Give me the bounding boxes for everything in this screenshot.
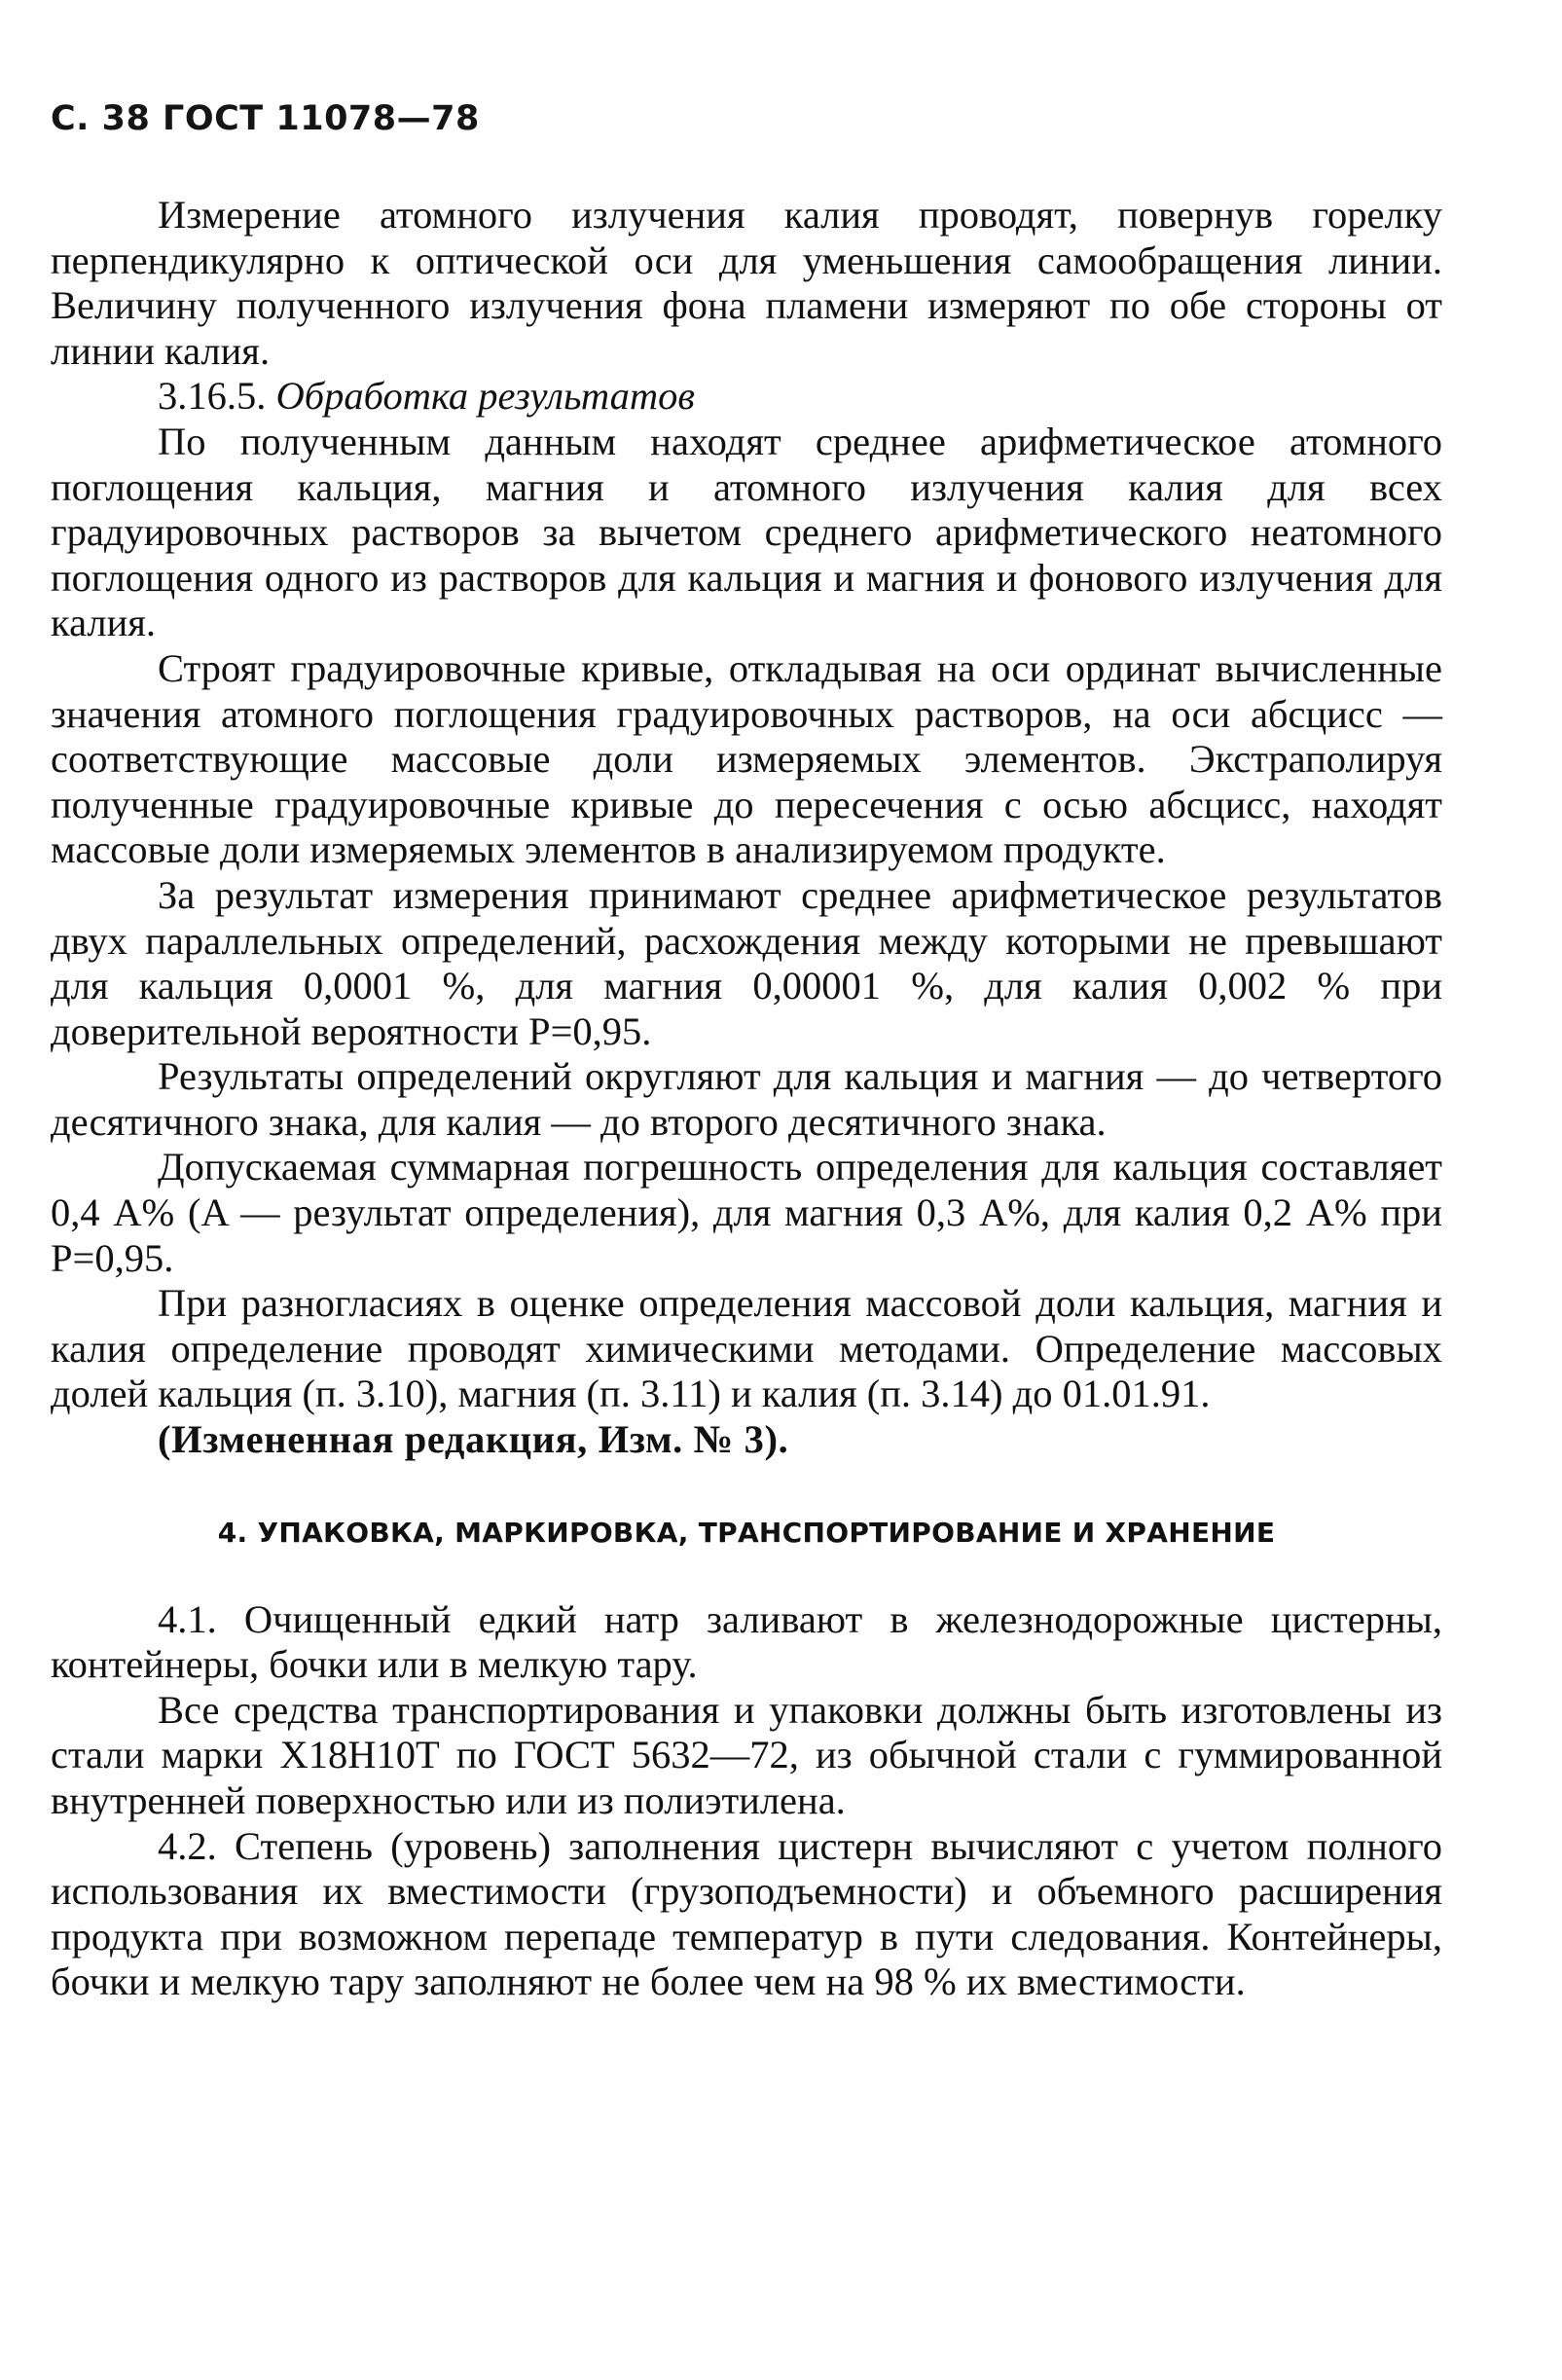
paragraph-error-tolerance: Допускаемая суммарная погрешность определения для кальция составляет 0,4 A% (A — результат определения), для магния 0,3 A%, для калия 0,2 A% при P=0,95.: [51, 1145, 1442, 1280]
paragraph-transport-materials: Все средства транспортирования и упаковки должны быть изготовлены из стали марки Х18Н10Т по ГОСТ 5632—72, из обычной стали с гуммированной внутренней поверхностью или из полиэтилена.: [51, 1687, 1442, 1822]
paragraph-averaging: По полученным данным находят среднее арифметическое атомного поглощения кальция, магния и атомного излучения калия для всех градуировочных растворов за вычетом среднего арифметического неатомного поглощения одного из растворов для кальция и магния и фонового излучения для калия.: [51, 419, 1442, 645]
section-4-heading: 4. УПАКОВКА, МАРКИРОВКА, ТРАНСПОРТИРОВАНИЕ И ХРАНЕНИЕ: [217, 1516, 1276, 1549]
paragraph-4-1: 4.1. Очищенный едкий натр заливают в железнодорожные цистерны, контейнеры, бочки или в мелкую тару.: [51, 1596, 1442, 1687]
subsection-heading-3-16-5: [51, 374, 1442, 420]
body-text: [51, 193, 1442, 2005]
paragraph-rounding: Результаты определений округляют для кальция и магния — до четвертого десятичного знака, для калия — до второго десятичного знака.: [51, 1054, 1442, 1144]
paragraph-disagreements: При разногласиях в оценке определения массовой доли кальция, магния и калия определение проводят химическими методами. Определение массовых долей кальция (п. 3.10), магния (п. 3.11) и калия (п. 3.14) до 01.01.91.: [51, 1281, 1442, 1416]
paragraph-measurement-result: За результат измерения принимают среднее арифметическое результатов двух параллельных определений, расхождения между которыми не превышают для кальция 0,0001 %, для магния 0,00001 %, для калия 0,002 % при доверительной вероятности P=0,95.: [51, 872, 1442, 1053]
paragraph-potassium-emission: Измерение атомного излучения калия проводят, повернув горелку перпендикулярно к оптической оси для уменьшения самообращения линии. Величину полученного излучения фона пламени измеряют по обе стороны от линии калия.: [51, 193, 1442, 373]
running-head: С. 38 ГОСТ 11078—78: [51, 99, 480, 138]
subsection-title: Обработка результатов: [275, 374, 695, 419]
amendment-note: (Измененная редакция, Изм. № 3).: [158, 1417, 789, 1462]
paragraph-calibration-curves: Строят градуировочные кривые, откладывая на оси ординат вычисленные значения атомного поглощения градуировочных растворов, на оси абсцисс — соответствующие массовые доли измеряемых элементов. Экстраполируя полученные градуировочные кривые до пересечения с осью абсцисс, находят массовые доли измеряемых элементов в анализируемом продукте.: [51, 645, 1442, 872]
paragraph-4-2: 4.2. Степень (уровень) заполнения цистерн вычисляют с учетом полного использования их вместимости (грузоподъемности) и объемного расширения продукта при возможном перепаде температур в пути следования. Контейнеры, бочки и мелкую тару заполняют не более чем на 98 % их вместимости.: [51, 1823, 1442, 2004]
subsection-number: 3.16.5.: [158, 374, 267, 419]
